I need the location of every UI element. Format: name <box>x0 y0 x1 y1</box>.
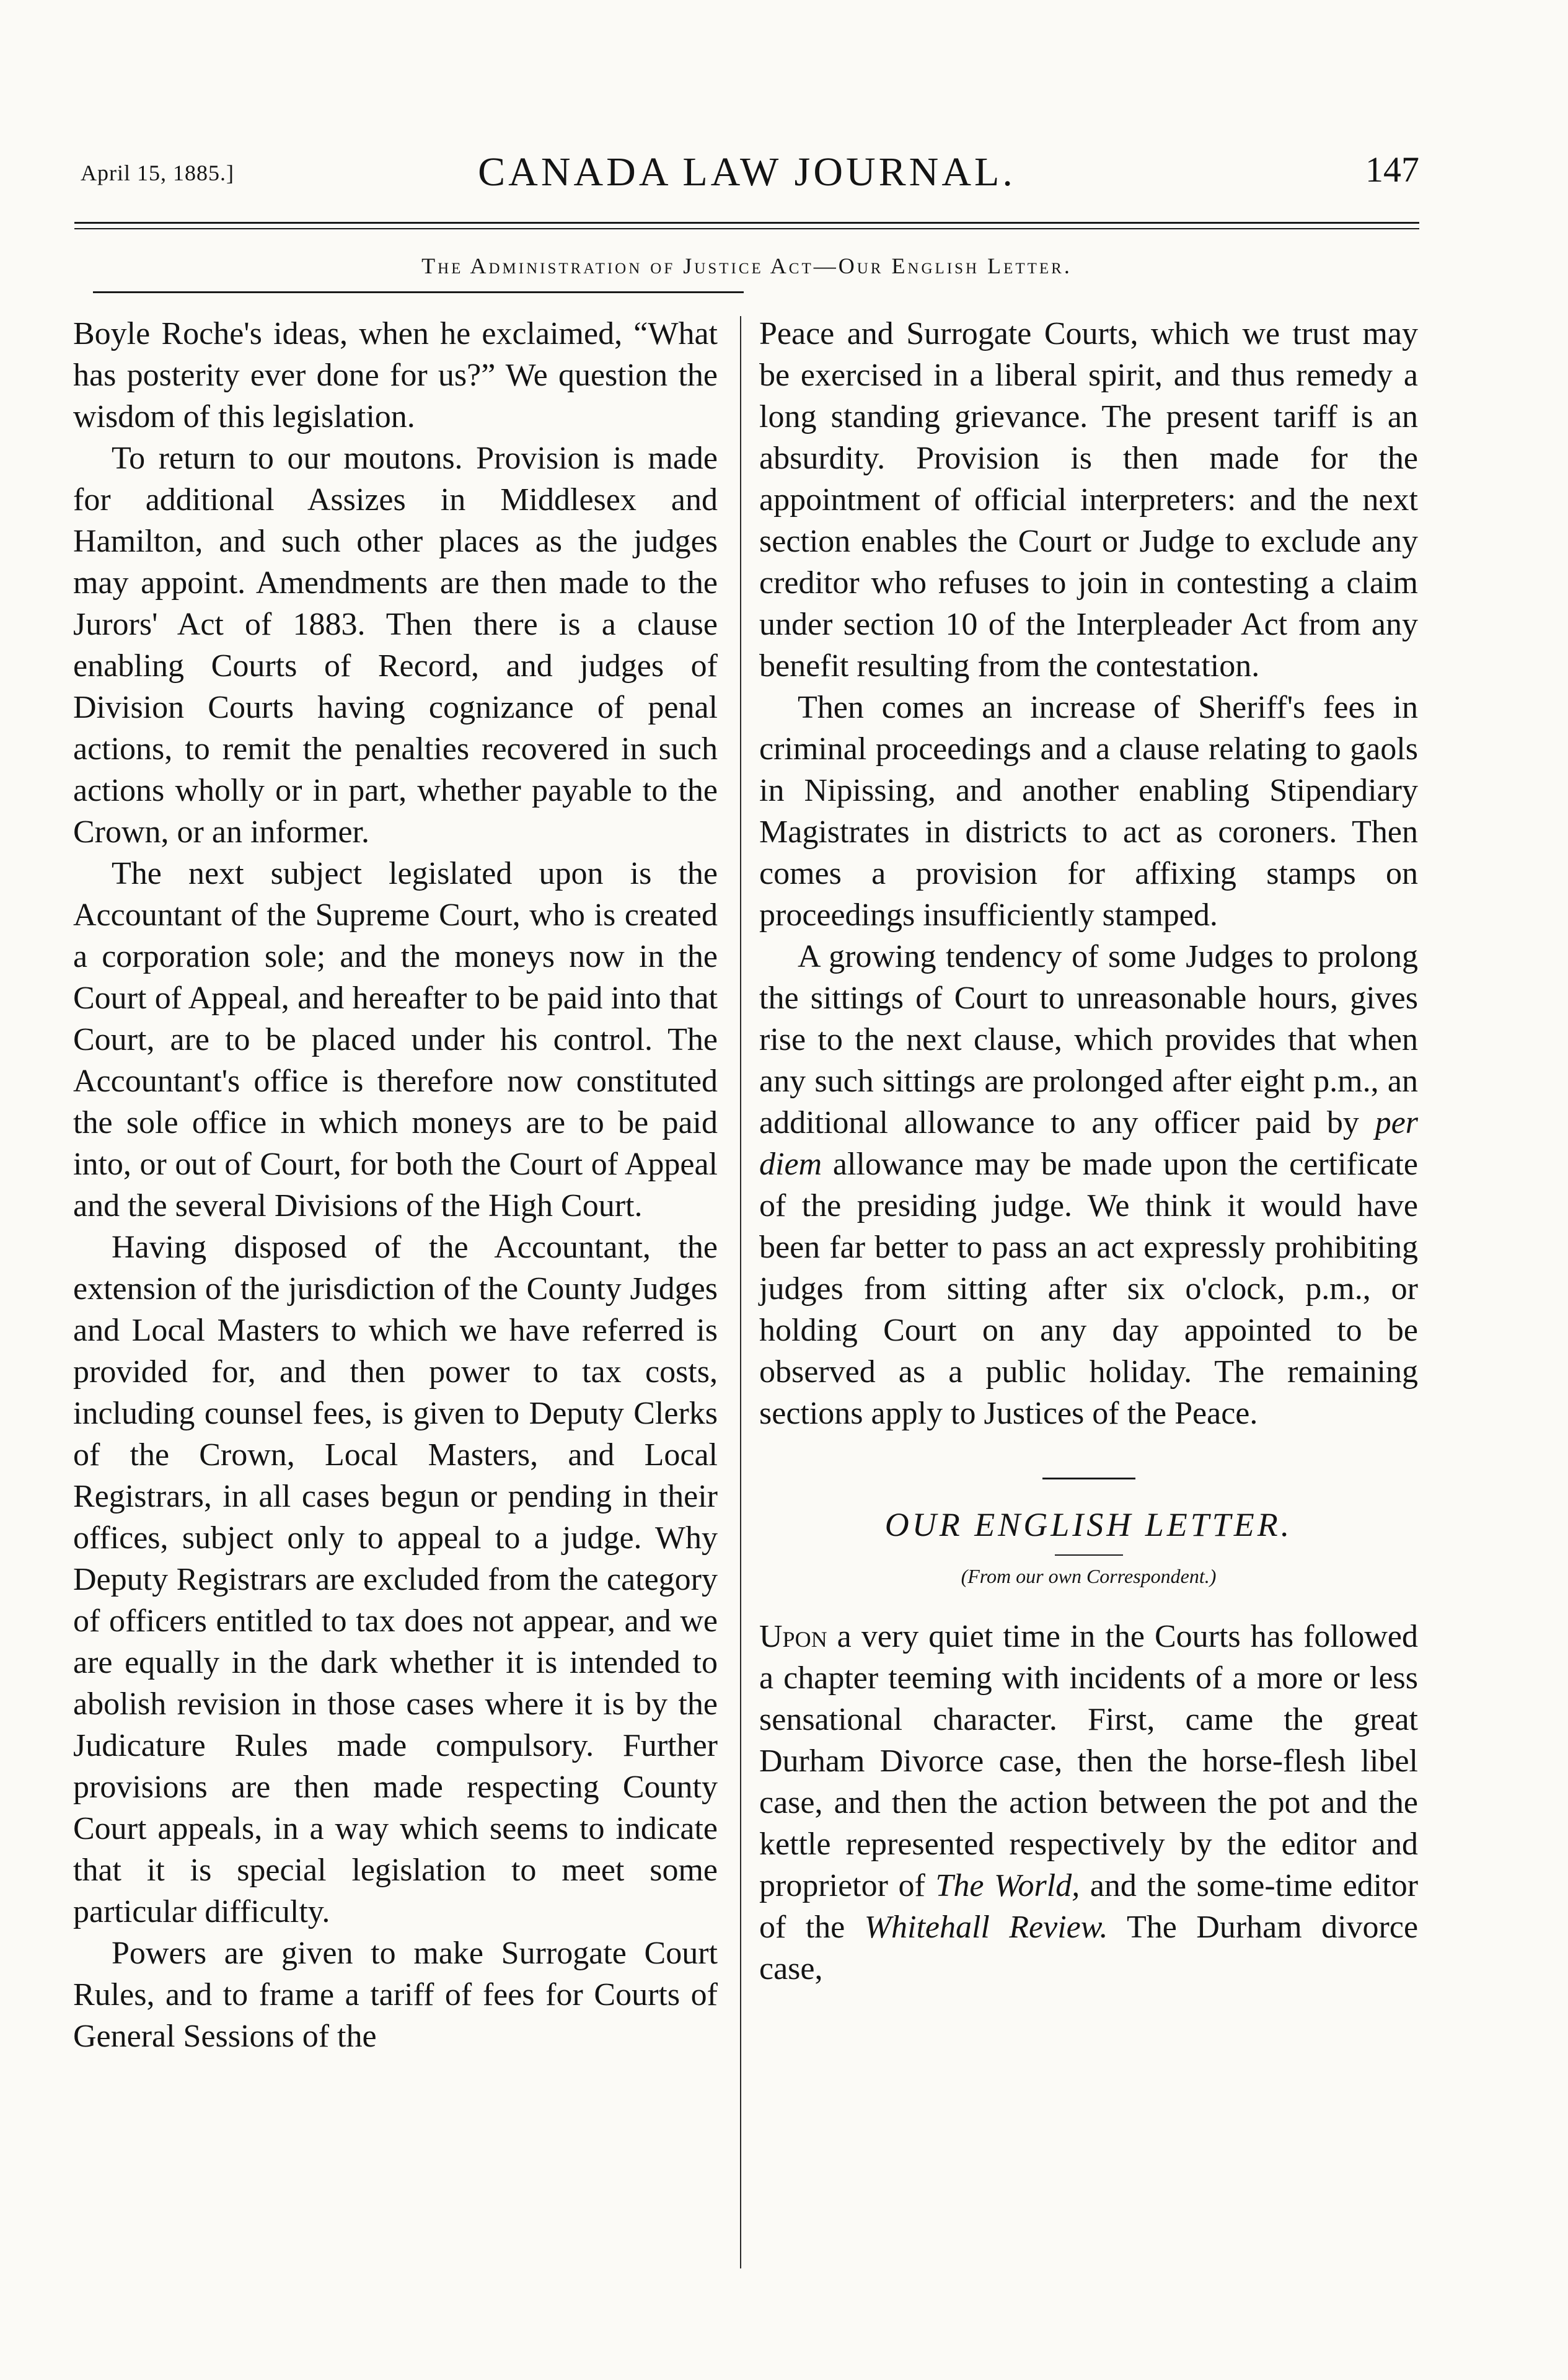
letter-opening: Upon <box>759 1619 827 1654</box>
byline: (From our own Correspondent.) <box>961 1565 1217 1587</box>
header-rule-top <box>74 222 1419 224</box>
paragraph-2: To return to our moutons. Provision is made for additional Assizes in Middlesex and Hamilton, and such other places as the judges may appoint. Amendments are then made to the Jurors' Act of 1883. Then there is a clause enabling Courts of Record, and judges of Division Courts having cognizance of penal actions, to remit the penalties recovered in such actions wholly or in part, whether payable to the Crown, or an informer. <box>73 441 718 850</box>
whitehall-review-title: Whitehall Review. <box>864 1910 1108 1945</box>
header-rule-bottom <box>74 228 1419 229</box>
the-world-title: The World, <box>935 1868 1080 1903</box>
paragraph-8 <box>759 936 1418 1434</box>
right-column <box>759 313 1418 1990</box>
paragraph-8-text: A growing tendency of some Judges to prolong the sittings of Court to unreasonable hours, gives rise to the next clause, which provides that when any such sittings are prolonged after eight p.m., an additional allowance to any officer paid by <box>759 939 1418 1140</box>
letter-text-2: and the some-time editor of the <box>759 1868 1419 1945</box>
paragraph-6: Peace and Surrogate Courts, which we trust may be exercised in a liberal spirit, and thus remedy a long standing grievance. The present tariff is an absurdity. Provision is then made for the appointment of official interpreters: and the next section enables the Court or Judge to exclude any creditor who refuses to join in contesting a claim under section 10 of the Interpleader Act from any benefit resulting from the contestation. <box>759 316 1418 684</box>
letter-text-1: a very quiet time in the Courts has followed a chapter teeming with incidents of a more or less sensational character. First, came the great Durham Divorce case, then the horse-flesh libel case, and then the action between the pot and the kettle represented respectively by the editor and proprietor of <box>759 1619 1419 1903</box>
paragraph-5: Powers are given to make Surrogate Court Rules, and to frame a tariff of fees for Courts of General Sessions of the <box>73 1936 718 2054</box>
left-column <box>73 313 718 2057</box>
running-head-rule <box>93 291 744 293</box>
letter-paragraph <box>759 1616 1418 1990</box>
letter-text-3: The Durham divorce case, <box>759 1910 1419 1986</box>
per-diem-term: per diem <box>759 1105 1419 1182</box>
paragraph-7: Then comes an increase of Sheriff's fees in criminal proceedings and a clause relating to gaols in Nipissing, and another enabling Stipendiary Magistrates in districts to act as coroners. Then comes a provision for affixing stamps on proceedings insufficiently stamped. <box>759 690 1418 933</box>
section-title: OUR ENGLISH LETTER. <box>884 1506 1293 1543</box>
running-head: The Administration of Justice Act—Our English Letter. <box>421 253 1072 278</box>
paragraph-1: Boyle Roche's ideas, when he exclaimed, “What has posterity ever done for us?” We question the wisdom of this legislation. <box>73 316 718 434</box>
paragraph-8-continued: allowance may be made upon the certificate of the presiding judge. We think it would have been far better to pass an act expressly prohibiting judges from sitting after six o'clock, p.m., or holding Court on any day appointed to be observed as a public holiday. The remaining sections apply to Justices of the Peace. <box>759 1147 1418 1431</box>
paragraph-3: The next subject legislated upon is the Accountant of the Supreme Court, who is created a corporation sole; and the moneys now in the Court of Appeal, and hereafter to be paid into that Court, are to be placed under his control. The Accountant's office is therefore now constituted the sole office in which moneys are to be paid into, or out of Court, for both the Court of Appeal and the several Divisions of the High Court. <box>73 856 718 1223</box>
page-number: 147 <box>1365 149 1419 190</box>
paragraph-4: Having disposed of the Accountant, the extension of the jurisdiction of the County Judges and Local Masters to which we have referred is provided for, and then power to tax costs, including counsel fees, is given to Deputy Clerks of the Crown, Local Masters, and Local Registrars, in all cases begun or pending in their offices, subject only to appeal to a judge. Why Deputy Registrars are excluded from the category of officers entitled to tax does not appear, and we are equally in the dark whether it is intended to abolish revision in those cases where it is by the Judicature Rules made compulsory. Further provisions are then made respecting County Court appeals, in a way which seems to indicate that it is special legislation to meet some particular difficulty. <box>73 1230 718 1929</box>
page-header <box>74 143 1419 217</box>
issue-date: April 15, 1885.] <box>81 161 234 185</box>
journal-title: CANADA LAW JOURNAL. <box>478 149 1016 195</box>
column-divider <box>740 316 741 2268</box>
